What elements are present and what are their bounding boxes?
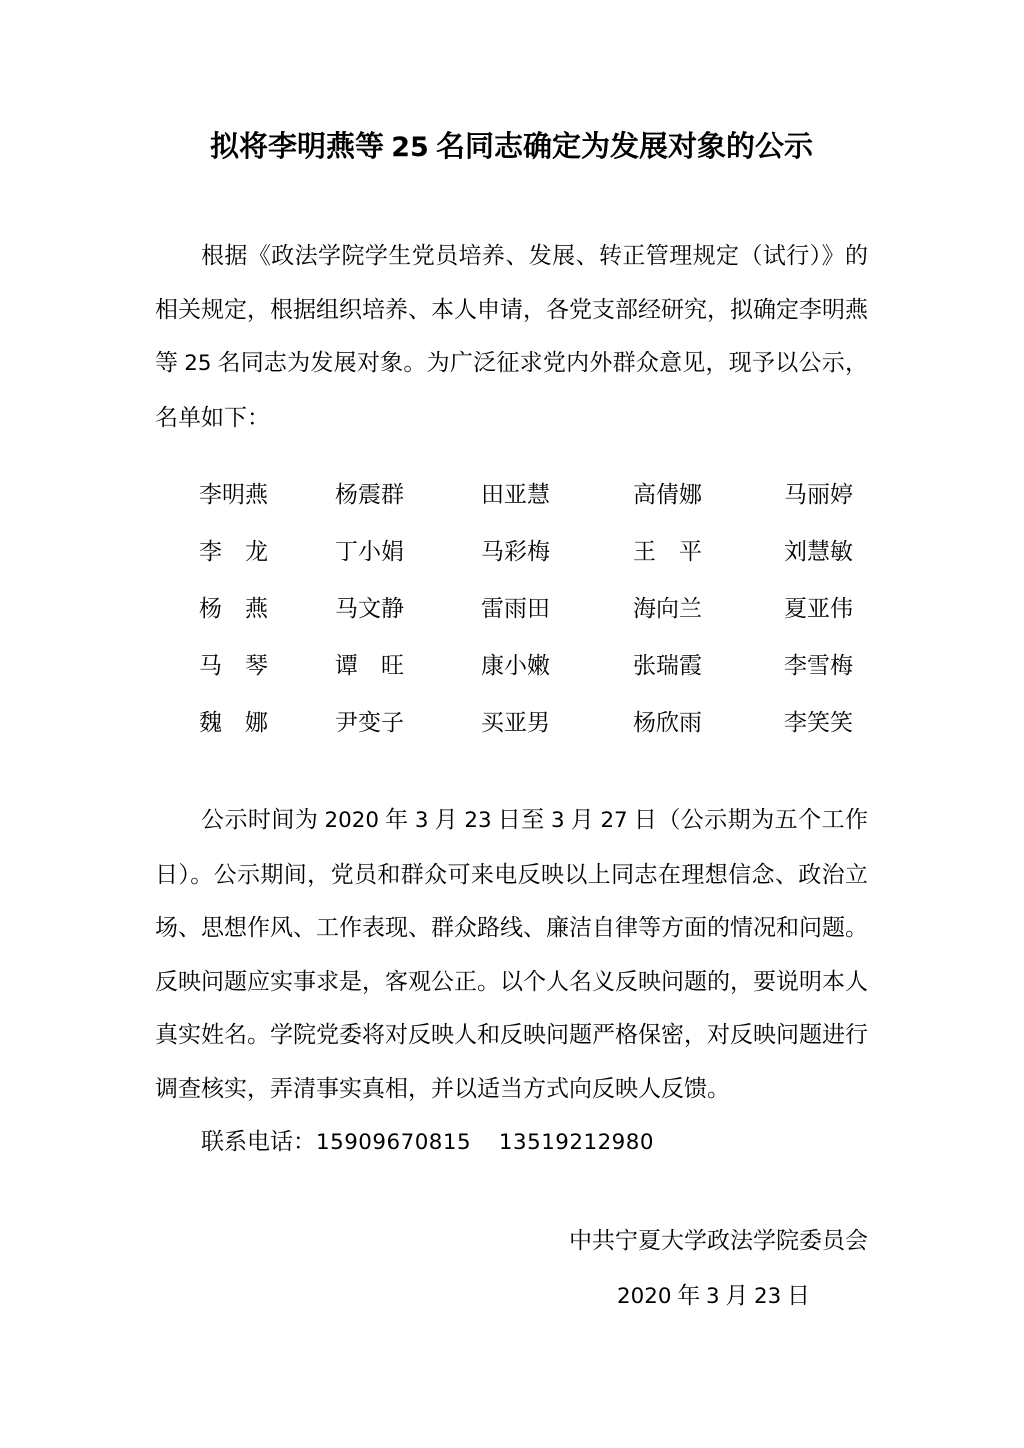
names-row — [199, 578, 868, 635]
person-name: 买亚男 — [481, 710, 550, 735]
issue-date: 2020 年 3 月 23 日 — [617, 1282, 810, 1309]
person-name: 张瑞霞 — [633, 653, 702, 678]
person-name: 马 琴 — [199, 653, 268, 678]
person-name: 夏亚伟 — [784, 596, 853, 621]
intro-paragraph: 根据《政法学院学生党员培养、发展、转正管理规定（试行）》的相关规定，根据组织培养、本人申请，各党支部经研究，拟确定李明燕等 25 名同志为发展对象。为广泛征求党内外群众意见，现予以公示，名单如下： — [155, 243, 869, 430]
person-name: 王 平 — [633, 539, 702, 564]
person-name: 海向兰 — [633, 596, 702, 621]
issuing-committee-signature: 中共宁夏大学政法学院委员会 — [569, 1227, 868, 1253]
person-name: 李 龙 — [199, 539, 268, 564]
person-name: 魏 娜 — [199, 710, 268, 735]
contact-line — [155, 1115, 868, 1170]
person-name: 刘慧敏 — [784, 539, 853, 564]
names-row — [199, 692, 868, 749]
person-name: 丁小娟 — [335, 539, 404, 564]
page-title: 拟将李明燕等 25 名同志确定为发展对象的公示 — [209, 131, 814, 163]
person-name: 马彩梅 — [481, 539, 550, 564]
contact-phone-2: 13519212980 — [498, 1130, 654, 1155]
names-row — [199, 635, 868, 692]
contact-phone-1: 15909670815 — [316, 1130, 472, 1155]
names-row — [199, 464, 868, 521]
person-name: 康小嫩 — [481, 653, 550, 678]
person-name: 马丽婷 — [784, 482, 853, 507]
person-name: 杨欣雨 — [633, 710, 702, 735]
person-name: 李笑笑 — [784, 710, 853, 735]
candidate-name-list — [199, 464, 868, 749]
person-name: 杨 燕 — [199, 596, 268, 621]
person-name: 雷雨田 — [481, 596, 550, 621]
person-name: 尹变子 — [335, 710, 404, 735]
person-name: 谭 旺 — [335, 653, 404, 678]
contact-label: 联系电话： — [201, 1129, 316, 1154]
person-name: 马文静 — [335, 596, 404, 621]
person-name: 杨震群 — [335, 482, 404, 507]
names-row — [199, 521, 868, 578]
person-name: 高倩娜 — [633, 482, 702, 507]
person-name: 李明燕 — [199, 482, 268, 507]
person-name: 田亚慧 — [481, 482, 550, 507]
person-name: 李雪梅 — [784, 653, 853, 678]
notice-paragraph: 公示时间为 2020 年 3 月 23 日至 3 月 27 日（公示期为五个工作日）。公示期间，党员和群众可来电反映以上同志在理想信念、政治立场、思想作风、工作表现、群众路线、廉洁自律等方面的情况和问题。反映问题应实事求是，客观公正。以个人名义反映问题的，要说明本人真实姓名。学院党委将对反映人和反映问题严格保密，对反映问题进行调查核实，弄清事实真相，并以适当方式向反映人反馈。 — [155, 807, 869, 1101]
